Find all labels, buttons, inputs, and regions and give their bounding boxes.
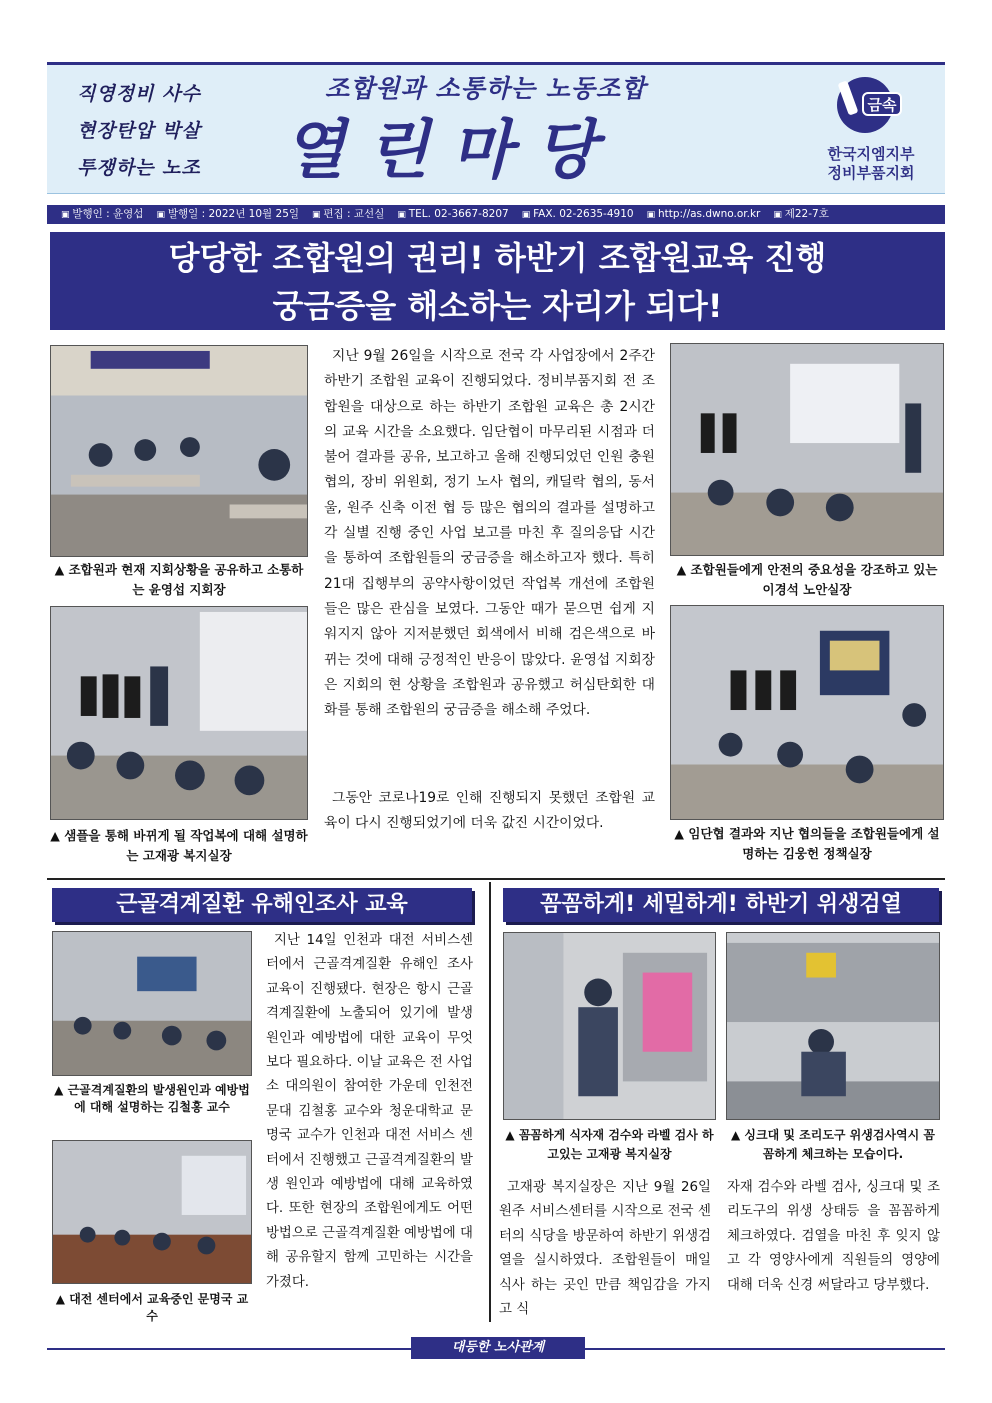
tel-info: ▣ TEL. 02-3667-8207: [397, 205, 508, 224]
masthead-tagline: 조합원과 소통하는 노동조합: [325, 74, 647, 103]
editor-info: ▣ 편집 : 교선실: [312, 205, 384, 224]
photo-workwear-sample: [50, 606, 308, 820]
caption-moon-professor: ▲ 대전 센터에서 교육중인 문명국 교수: [55, 1292, 249, 1323]
column-divider: [489, 882, 491, 1322]
caption-kitchen-check: ▲ 싱크대 및 조리도구 위생검사역시 꼼꼼하게 체크하는 모습이다.: [731, 1128, 935, 1161]
hygiene-article-col2: 자재 검수와 라벨 검사, 싱크대 및 조리도구의 위생 상태등 을 꼼꼼하게 체크하였다. 검열을 마친 후 잊지 않고 각 영양사에게 직원들의 영양에 대해 더욱 신경 써달라고 당부했다.: [727, 1180, 940, 1293]
masthead: [47, 62, 945, 194]
union-logo-icon: [829, 73, 909, 137]
newspaper-title: 열린마당: [283, 114, 619, 188]
musculoskeletal-article: 지난 14일 인천과 대전 서비스센터에서 근골격계질환 유해인 조사 교육이 진행됐다. 현장은 항시 근골격계질환에 노출되어 있기에 발생 원인과 예방법에 대한 교육이 무엇보다 필요하다. 이날 교육은 전 사업소 대의원이 참여한 가운데 인천전문대 김철홍 교수와 청운대학교 문명국 교수가 인천과 대전 서비스 센터에서 진행했고 근골격계질환의 발생 원인과 예방법에 대해 교육하였다. 또한 현장의 조합원에게도 어떤 방법으로 근골격계질환 예방법에 대해 공유할지 함께 고민하는 시간을 가졌다.: [266, 933, 473, 1290]
main-headline: [50, 232, 945, 330]
section-title-hygiene: 꼼꼼하게! 세밀하게! 하반기 위생검열: [503, 888, 939, 922]
caption-kim-professor: ▲ 근골격계질환의 발생원인과 예방법에 대해 설명하는 김철홍 교수: [54, 1083, 250, 1114]
caption-safety: ▲ 조합원들에게 안전의 중요성을 강조하고 있는 이경석 노안실장: [676, 562, 938, 597]
slogan-2: 현장탄압 박살: [77, 120, 201, 142]
website-link[interactable]: ▣ http://as.dwno.or.kr: [647, 205, 761, 224]
slogan-1: 직영정비 사수: [77, 83, 201, 105]
headline-line1: 당당한 조합원의 권리! 하반기 조합원교육 진행: [168, 239, 827, 277]
date-info: ▣ 발행일 : 2022년 10월 25일: [156, 205, 299, 224]
main-article-paragraph-1: 지난 9월 26일을 시작으로 전국 각 사업장에서 2주간 하반기 조합원 교육이 진행되었다. 정비부품지회 전 조합원을 대상으로 하는 하반기 조합원 교육은 총 2시간의 교육 시간을 소요했다. 임단협이 마무리된 시점과 더불어 결과를 공유, 보고하고 올해 진행되었던 인원 충원 협의, 장비 위원회, 정기 노사 협의, 캐딜락 협의, 동서울, 원주 신축 이전 협 등 많은 협의의 결과를 설명하고 각 실별 진행 중인 사업 보고를 마친 후 질의응답 시간을 통하여 조합원들의 궁금증을 해소하고자 했다. 특히 21대 집행부의 공약사항이었던 작업복 개선에 조합원들은 많은 관심을 보였다. 그동안 때가 묻으면 쉽게 지워지지 않아 지저분했던 회색에서 비해 검은색으로 바뀌는 것에 대해 긍정적인 반응이 많았다. 윤영섭 지회장은 지회의 현 상황을 조합원과 공유했고 허심탄회한 대화를 통해 조합원의 궁금증을 해소해 주었다.: [324, 348, 655, 719]
headline-line2: 궁금증을 해소하는 자리가 되다!: [272, 287, 723, 325]
section-title-musculoskeletal: 근골격계질환 유해인조사 교육: [52, 888, 472, 922]
caption-ingredient-check: ▲ 꼼꼼하게 식자재 검수와 라벨 검사 하고있는 고재광 복지실장: [505, 1128, 714, 1161]
org-name: [811, 145, 931, 183]
caption-workwear: ▲ 샘플을 통해 바뀌게 될 작업복에 대해 설명하는 고재광 복지실장: [50, 828, 308, 863]
photo-chairman-talk: [50, 345, 308, 557]
slogan-3: 투쟁하는 노조: [77, 157, 201, 179]
section-divider: [47, 878, 945, 880]
footer-label: 대등한 노사관계: [411, 1337, 585, 1359]
photo-kitchen-check: [726, 932, 940, 1120]
publication-info-bar: [47, 205, 945, 224]
org-name-line1: 한국지엠지부: [827, 145, 915, 163]
hygiene-article-col1: 고재광 복지실장은 지난 9월 26일 원주 서비스센터를 시작으로 전국 센터의 식당을 방문하여 하반기 위생검열을 실시하였다. 조합원들이 매일 식사 하는 곳인 만큼 책임감을 가지고 식: [499, 1180, 711, 1318]
photo-safety-talk: [670, 343, 944, 556]
issue-number: ▣ 제22-7호: [773, 205, 829, 224]
caption-chairman: ▲ 조합원과 현재 지회상황을 공유하고 소통하는 윤영섭 지회장: [54, 562, 304, 597]
photo-daejeon-lecture: [52, 1140, 252, 1284]
caption-policy: ▲ 임단협 결과와 지난 협의들을 조합원들에게 설명하는 김웅헌 정책실장: [674, 826, 940, 861]
photo-policy-talk: [670, 605, 944, 820]
photo-incheon-lecture: [52, 931, 252, 1076]
photo-ingredient-check: [503, 932, 716, 1120]
publisher-info: ▣ 발행인 : 윤영섭: [61, 205, 143, 224]
union-logo-badge: 금속: [867, 96, 897, 114]
org-name-line2: 정비부품지회: [827, 164, 915, 182]
main-article-paragraph-2: 그동안 코로나19로 인해 진행되지 못했던 조합원 교육이 다시 진행되었기에 더욱 값진 시간이었다.: [324, 790, 655, 832]
fax-info: ▣ FAX. 02-2635-4910: [522, 205, 634, 224]
